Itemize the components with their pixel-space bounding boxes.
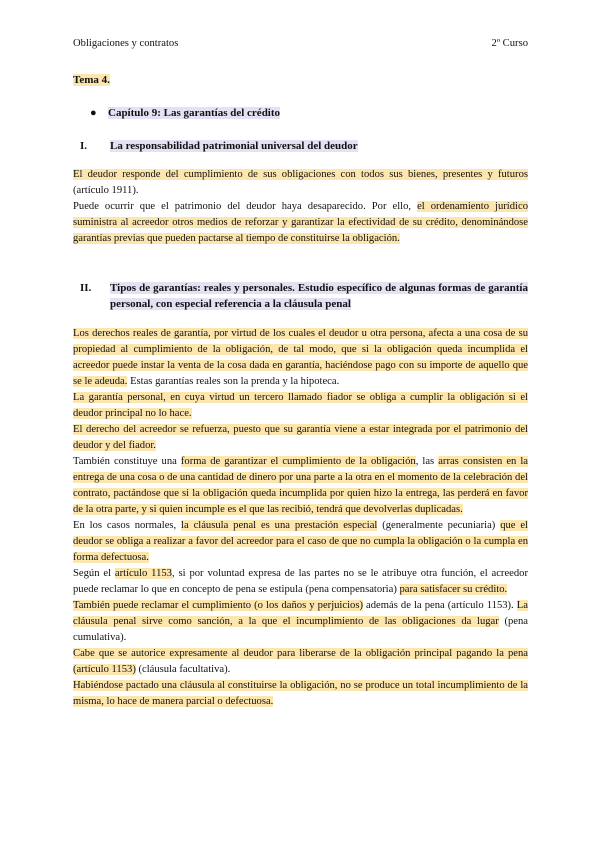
paragraph-text: Cabe que se autorice expresamente al deudor para liberarse de la obligación principal pagando la pena (artículo 1153) [73,648,528,675]
section-2-number: II. [80,282,92,294]
paragraph-text: , las [415,456,439,467]
paragraph-text: forma de garantizar el cumplimiento de la obligación [180,456,416,467]
paragraph-text: (generalmente pecuniaria) [377,520,501,531]
section-1-title: La responsabilidad patrimonial universal del deudor [110,140,358,152]
paragraph-text: , si por voluntad expresa de las partes no se le atribuye otra función, el acreedor puede reclamar lo que en concepto de pena se estipula (pena compensatoria) [73,568,528,595]
paragraph-text: el ordenamiento jurídico suministra al acreedor otros medios de reforzar y garantizar la efectividad de su crédito, denominándose garantías previas que pueden pactarse al tiempo de constituirse la obligación. [73,201,528,244]
header-course: 2º Curso [491,38,528,49]
paragraph-text: (cláusula facultativa). [135,664,231,675]
paragraph-text: Según el [73,568,115,579]
paragraph-text: En los casos normales, [73,520,182,531]
paragraph-text: La cláusula penal sirve como sanción, a la que el incumplimiento de las obligaciones da lugar [73,600,528,627]
paragraph-text: además de la pena (artículo 1153). [362,600,517,611]
page-header [73,36,528,52]
paragraph-text: Estas garantías reales son la prenda y la hipoteca. [127,376,340,387]
section-1-number: I. [80,140,88,152]
paragraph-text: También constituye una [73,456,181,467]
section-2-heading [80,280,528,312]
section-1-body [73,167,528,247]
paragraph-text: Los derechos reales de garantía, por virtud de los cuales el deudor u otra persona, afecta a una cosa de su propiedad al cumplimiento de la obligación, de tal modo, que si la obligación queda incumplida el acreedor puede instar la venta de la cosa dada en garantía, haciéndose pago con su importe de aquello que se le adeuda. [73,328,528,387]
paragraph-text: para satisfacer su crédito. [399,584,508,595]
section-2-title: Tipos de garantías: reales y personales. Estudio específico de algunas formas de garantía personal, con especial referencia a la cláusula penal [110,282,528,310]
bullet-icon: ● [90,107,97,119]
paragraph-text: que el deudor se obliga a realizar a favor del acreedor para el caso de que no cumpla la obligación o la cumpla en forma defectuosa. [73,520,528,563]
chapter-heading [90,105,530,121]
paragraph-text: (pena cumulativa). [73,616,528,643]
topic-heading [73,72,528,88]
paragraph-text: El deudor responde del cumplimiento de sus obligaciones con todos sus bienes, presentes y futuros [73,169,528,180]
paragraph-text: (artículo 1911). [73,185,139,196]
paragraph-text: También puede reclamar el cumplimiento (o los daños y perjuicios) [73,600,363,611]
paragraph-text: artículo 1153 [114,568,172,579]
paragraph-text: El derecho del acreedor se refuerza, puesto que su garantía viene a estar integrada por el patrimonio del deudor y del fiador. [73,424,528,451]
chapter-title: Capítulo 9: Las garantías del crédito [108,107,281,119]
paragraph-text: La garantía personal, en cuya virtud un tercero llamado fiador se obliga a cumplir la obligación si el deudor principal no lo hace. [73,392,528,419]
paragraph-text: la cláusula penal es una prestación especial [181,520,378,531]
header-subject: Obligaciones y contratos [73,38,179,49]
paragraph-text: Habiéndose pactado una cláusula al constituirse la obligación, no se produce un total incumplimiento de la misma, lo hace de manera parcial o defectuosa. [73,680,528,707]
topic-title: Tema 4. [73,74,110,86]
section-2-body [73,326,528,710]
paragraph-text: Puede ocurrir que el patrimonio del deudor haya desaparecido. Por ello, [73,201,418,212]
paragraph-text: arras consisten en la entrega de una cosa o de una cantidad de dinero por una parte a la otra en el momento de la celebración del contrato, pactándose que si la obligación queda incumplida por quien hizo la entrega, las perderá en favor de la otra parte, y si quien incumple es el que las recibió, tendrá que devolverlas duplicadas. [73,456,529,515]
section-1-heading [80,138,528,154]
